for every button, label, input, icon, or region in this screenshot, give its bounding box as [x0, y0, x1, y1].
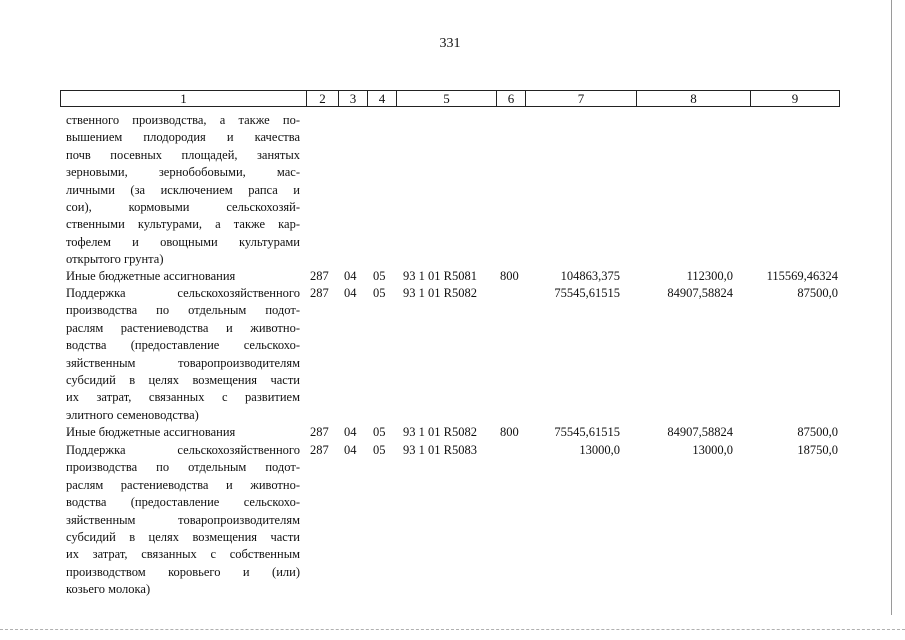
- cell-section: 04: [344, 269, 357, 283]
- cell-expense-type: 800: [500, 425, 519, 439]
- description-line: ственного производства, а также по-: [66, 113, 300, 127]
- cell-section: 04: [344, 425, 357, 439]
- cell-target-article: 93 1 01 R5082: [403, 425, 477, 439]
- row-description: [66, 442, 300, 599]
- description-line: тофелем и овощными культурами: [66, 234, 300, 249]
- description-line: производства по отдельным подот-: [66, 303, 300, 318]
- page-number: 331: [439, 36, 461, 51]
- description-line: сои), кормовыми сельскохозяй-: [66, 199, 300, 214]
- description-line: производством коровьего и (или): [66, 564, 300, 579]
- cell-amount-col9: 87500,0: [797, 425, 838, 439]
- description-line: Поддержка сельскохозяйственного: [66, 286, 300, 300]
- description-line: раслям растениеводства и животно-: [66, 477, 300, 492]
- row-description: [66, 424, 300, 441]
- header-col-4: 4: [367, 91, 396, 106]
- description-line: элитного семеноводства): [66, 407, 199, 422]
- cell-target-article: 93 1 01 R5081: [403, 269, 477, 283]
- header-col-6: 6: [496, 91, 525, 106]
- description-line: Иные бюджетные ассигнования: [66, 425, 236, 439]
- description-line: их затрат, связанных с собственным: [66, 547, 300, 562]
- cell-subsection: 05: [373, 425, 386, 439]
- header-col-8: 8: [636, 91, 750, 106]
- description-line: Поддержка сельскохозяйственного: [66, 443, 300, 457]
- cell-expense-type: 800: [500, 269, 519, 283]
- cell-amount-col7: 75545,61515: [554, 425, 620, 439]
- cell-ministry: 287: [310, 286, 329, 300]
- cell-ministry: 287: [310, 269, 329, 283]
- page-frame-right: [891, 0, 892, 615]
- cell-subsection: 05: [373, 443, 386, 457]
- description-line: личными (за исключением рапса и: [66, 182, 300, 197]
- header-col-7: 7: [525, 91, 636, 106]
- description-line: зерновыми, зернобобовыми, мас-: [66, 165, 300, 180]
- cell-section: 04: [344, 443, 357, 457]
- description-line: Иные бюджетные ассигнования: [66, 269, 236, 283]
- row-description: [66, 285, 300, 424]
- header-col-9: 9: [750, 91, 839, 106]
- cell-ministry: 287: [310, 443, 329, 457]
- cell-amount-col9: 87500,0: [797, 286, 838, 300]
- description-line: открытого грунта): [66, 252, 164, 267]
- description-line: почв посевных площадей, занятых: [66, 147, 300, 162]
- cell-amount-col7: 13000,0: [579, 443, 620, 457]
- description-line: водства (предоставление сельскохо-: [66, 338, 300, 353]
- row-description: [66, 112, 300, 269]
- header-col-5: 5: [396, 91, 496, 106]
- description-line: ственными культурами, а также кар-: [66, 217, 300, 232]
- description-line: зяйственным товаропроизводителям: [66, 355, 300, 370]
- description-line: раслям растениеводства и животно-: [66, 320, 300, 335]
- cell-subsection: 05: [373, 269, 386, 283]
- cell-section: 04: [344, 286, 357, 300]
- description-line: зяйственным товаропроизводителям: [66, 512, 300, 527]
- cell-amount-col9: 18750,0: [797, 443, 838, 457]
- description-line: производства по отдельным подот-: [66, 460, 300, 475]
- cell-amount-col7: 75545,61515: [554, 286, 620, 300]
- cell-target-article: 93 1 01 R5082: [403, 286, 477, 300]
- header-col-3: 3: [338, 91, 367, 106]
- header-col-2: 2: [306, 91, 338, 106]
- description-line: козьего молока): [66, 582, 151, 597]
- header-col-1: 1: [180, 91, 187, 106]
- cell-amount-col8: 84907,58824: [667, 425, 733, 439]
- description-line: субсидий в целях возмещения части: [66, 529, 300, 544]
- cell-ministry: 287: [310, 425, 329, 439]
- cell-amount-col7: 104863,375: [560, 269, 620, 283]
- description-line: их затрат, связанных с развитием: [66, 390, 300, 405]
- description-line: водства (предоставление сельскохо-: [66, 495, 300, 510]
- table-header: [60, 90, 840, 107]
- description-line: субсидий в целях возмещения части: [66, 372, 300, 387]
- description-line: вышением плодородия и качества: [66, 130, 300, 145]
- cell-subsection: 05: [373, 286, 386, 300]
- page-frame-bottom: [0, 629, 905, 630]
- row-description: [66, 268, 300, 285]
- cell-amount-col9: 115569,46324: [766, 269, 838, 283]
- cell-amount-col8: 84907,58824: [667, 286, 733, 300]
- cell-amount-col8: 112300,0: [686, 269, 733, 283]
- cell-amount-col8: 13000,0: [692, 443, 733, 457]
- cell-target-article: 93 1 01 R5083: [403, 443, 477, 457]
